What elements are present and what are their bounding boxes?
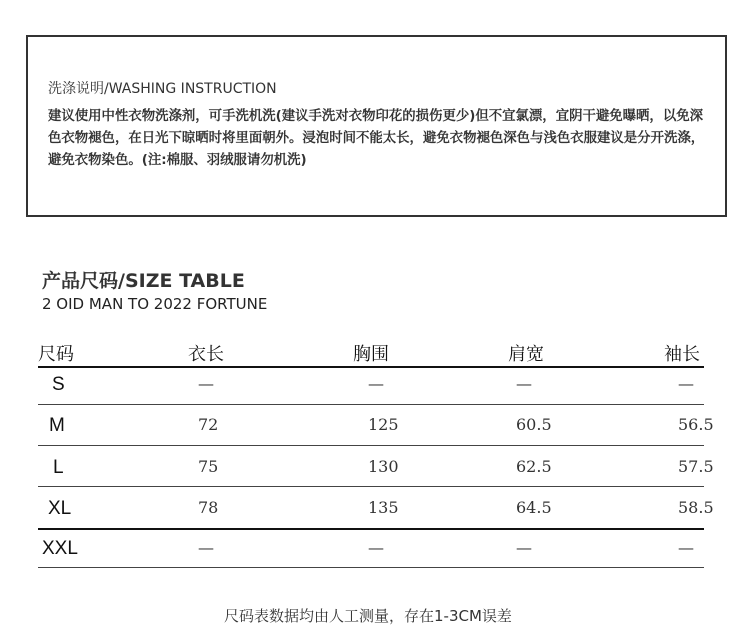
- chest-value: 135: [368, 498, 399, 517]
- shoulder-value: —: [516, 538, 532, 557]
- sleeve-value: 58.5: [678, 498, 714, 517]
- chest-value: —: [368, 374, 384, 393]
- size-table-subtitle: 2 OID MAN TO 2022 FORTUNE: [42, 295, 268, 313]
- table-row: [38, 529, 704, 569]
- sleeve-value: —: [678, 374, 694, 393]
- washing-instruction-box: [26, 35, 727, 217]
- row-size-label: M: [49, 415, 65, 436]
- row-size-label: XXL: [42, 538, 78, 559]
- row-size-label: L: [53, 457, 64, 478]
- table-row: [38, 487, 714, 527]
- table-row: [38, 446, 714, 486]
- header-size: 尺码: [38, 344, 74, 365]
- length-value: 78: [198, 498, 219, 517]
- shoulder-value: 60.5: [516, 415, 552, 434]
- chest-value: 125: [368, 415, 399, 434]
- row-size-label: XL: [48, 498, 72, 519]
- size-table: [38, 336, 714, 576]
- chest-value: 130: [368, 457, 399, 476]
- length-value: 75: [198, 457, 219, 476]
- header-chest: 胸围: [353, 344, 389, 365]
- table-bottom-border: [38, 567, 704, 568]
- length-value: —: [198, 374, 214, 393]
- table-row: [38, 367, 704, 407]
- table-row: [38, 405, 714, 445]
- shoulder-value: 62.5: [516, 457, 552, 476]
- washing-body: 建议使用中性衣物洗涤剂，可手洗机洗(建议手洗对衣物印花的损伤更少)但不宜氯漂，宜阴干避免曝晒，以免深色衣物褪色，在日光下晾晒时将里面朝外。浸泡时间不能太长，避免衣物褪色深色与浅色衣服建议是分开洗涤，避免衣物染色。(注:棉服、羽绒服请勿机洗): [48, 109, 705, 168]
- chest-value: —: [368, 538, 384, 557]
- header-sleeve: 袖长: [664, 344, 700, 365]
- sleeve-value: —: [678, 538, 694, 557]
- header-length: 衣长: [188, 344, 224, 365]
- sleeve-value: 56.5: [678, 415, 714, 434]
- sleeve-value: 57.5: [678, 457, 714, 476]
- measurement-footnote: 尺码表数据均由人工测量，存在1-3CM误差: [224, 607, 512, 625]
- washing-title: 洗涤说明/WASHING INSTRUCTION: [48, 81, 277, 97]
- shoulder-value: —: [516, 374, 532, 393]
- size-table-title: 产品尺码/SIZE TABLE: [42, 270, 245, 292]
- shoulder-value: 64.5: [516, 498, 552, 517]
- length-value: —: [198, 538, 214, 557]
- row-size-label: S: [52, 374, 65, 395]
- header-shoulder: 肩宽: [508, 344, 544, 365]
- length-value: 72: [198, 415, 219, 434]
